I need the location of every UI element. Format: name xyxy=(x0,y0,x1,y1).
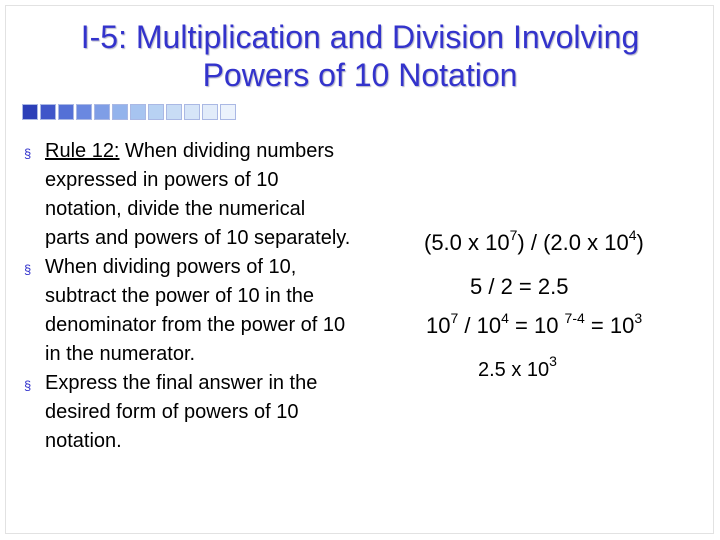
bullet-final-answer xyxy=(22,369,422,456)
decorative-square xyxy=(40,104,56,120)
decorative-square xyxy=(202,104,218,120)
bullet-icon: § xyxy=(24,378,32,393)
math-expression-division: (5.0 x $10^7) / (2.0$ x $10^4$) xyxy=(424,227,644,255)
decorative-square xyxy=(220,104,236,120)
decorative-square xyxy=(130,104,146,120)
decorative-square xyxy=(184,104,200,120)
math-expression-numeric-parts: 5 / 2 = 2.5 xyxy=(470,274,569,299)
bullet-list xyxy=(22,137,422,456)
bullet-line: subtract the power of 10 in the xyxy=(45,285,315,307)
decorative-square xyxy=(148,104,164,120)
bullet-line: Express the final answer in the xyxy=(45,372,318,394)
bullet-line: expressed in powers of 10 xyxy=(45,169,279,191)
bullet-line: notation, divide the numerical xyxy=(45,198,306,220)
math-expression-result: 2.5 x $10^3$ xyxy=(478,353,557,381)
decorative-square xyxy=(166,104,182,120)
bullet-line: denominator from the power of 10 xyxy=(45,314,346,336)
title-line-2: Powers of 10 Notation xyxy=(202,57,518,93)
bullet-line: parts and powers of 10 separately. xyxy=(45,227,351,249)
bullet-line: desired form of powers of 10 xyxy=(45,401,299,423)
bullet-line: in the numerator. xyxy=(45,343,196,365)
bullet-text: When dividing numbers xyxy=(119,140,335,162)
decorative-square-bar xyxy=(22,104,236,120)
slide-title xyxy=(0,18,720,94)
bullet-icon: § xyxy=(24,262,32,277)
bullet-line: When dividing powers of 10, xyxy=(45,256,297,278)
bullet-icon: § xyxy=(24,146,32,161)
bullet-line xyxy=(45,137,422,166)
decorative-square xyxy=(94,104,110,120)
bullet-line: notation. xyxy=(45,430,122,452)
bullet-subtract-powers xyxy=(22,253,422,369)
rule-label: Rule 12: xyxy=(45,140,120,162)
decorative-square xyxy=(112,104,128,120)
title-line-1: I-5: Multiplication and Division Involving xyxy=(80,19,640,55)
decorative-square xyxy=(76,104,92,120)
decorative-square xyxy=(58,104,74,120)
math-expression-powers: $10^7 / 10^4 = 10$ $^{7-4} = 10^3$ xyxy=(426,310,643,338)
decorative-square xyxy=(22,104,38,120)
bullet-rule-12 xyxy=(22,137,422,253)
